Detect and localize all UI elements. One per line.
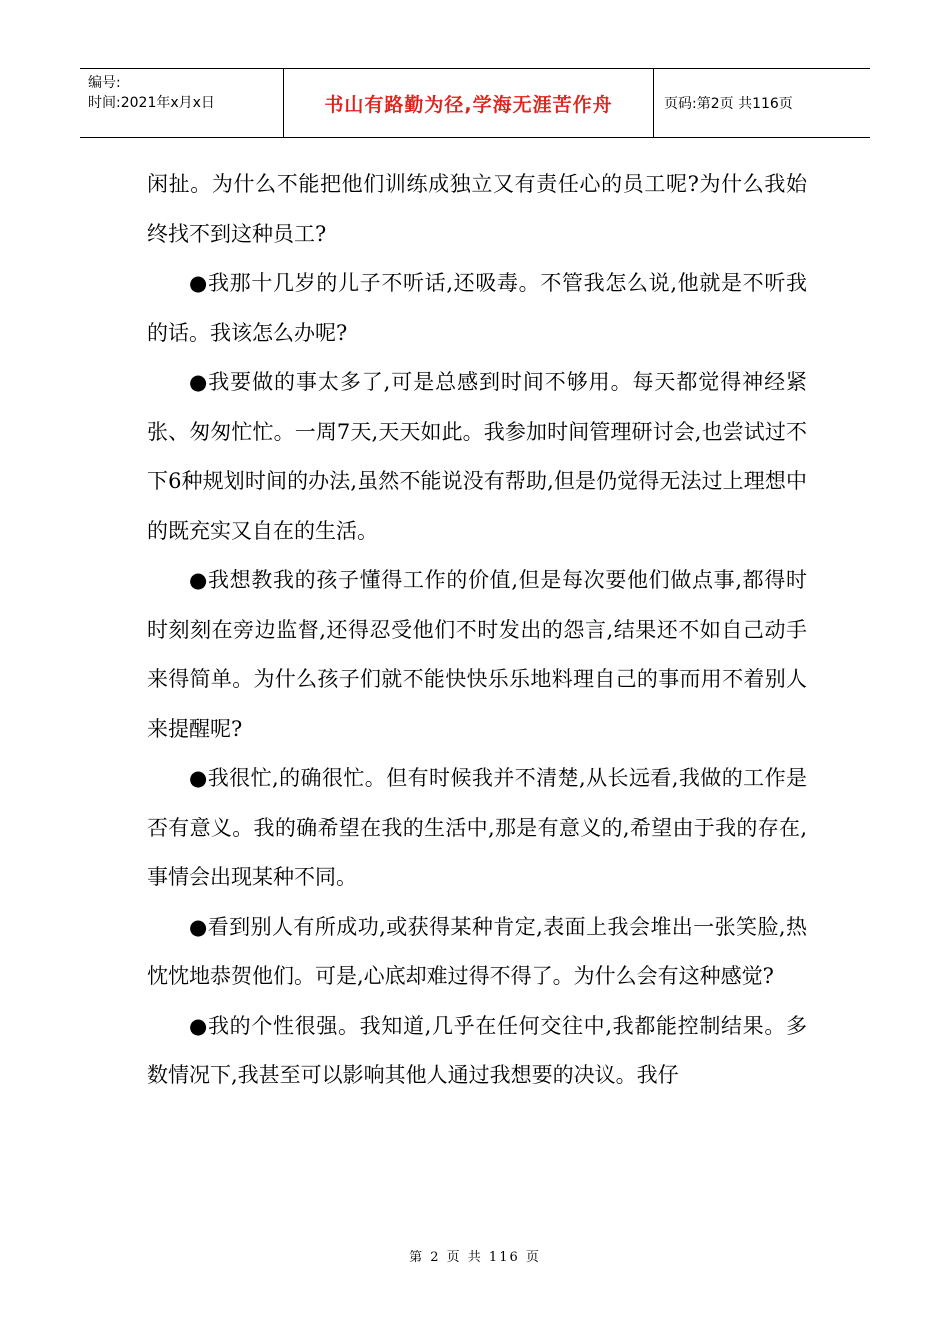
document-body	[147, 160, 807, 1101]
number-label: 编号:	[88, 75, 121, 91]
page-header	[80, 68, 870, 138]
motto: 书山有路勤为径,学海无涯苦作舟	[324, 93, 613, 116]
page-info: 页码:第2页 共116页	[664, 96, 793, 112]
paragraph: ●我的个性很强。我知道,几乎在任何交往中,我都能控制结果。多数情况下,我甚至可以影响其他人通过我想要的决议。我仔	[147, 1013, 807, 1087]
paragraph: 闲扯。为什么不能把他们训练成独立又有责任心的员工呢?为什么我始终找不到这种员工?	[147, 172, 807, 246]
paragraph: ●我很忙,的确很忙。但有时候我并不清楚,从长远看,我做的工作是否有意义。我的确希望在我的生活中,那是有意义的,希望由于我的存在,事情会出现某种不同。	[147, 766, 807, 889]
header-page-cell	[654, 69, 870, 137]
paragraph: ●我要做的事太多了,可是总感到时间不够用。每天都觉得神经紧张、匆匆忙忙。一周7天,天天如此。我参加时间管理研讨会,也尝试过不下6种规划时间的办法,虽然不能说没有帮助,但是仍觉得无法过上理想中的既充实又自在的生活。	[147, 370, 807, 543]
paragraph: ●我那十几岁的儿子不听话,还吸毒。不管我怎么说,他就是不听我的话。我该怎么办呢?	[147, 271, 807, 345]
date-line: 时间:2021年x月x日	[88, 95, 215, 111]
paragraph: ●看到别人有所成功,或获得某种肯定,表面上我会堆出一张笑脸,热忱忱地恭贺他们。可是,心底却难过得不得了。为什么会有这种感觉?	[147, 914, 807, 988]
header-motto-cell	[283, 69, 654, 137]
header-left-cell	[80, 69, 283, 137]
paragraph: ●我想教我的孩子懂得工作的价值,但是每次要他们做点事,都得时时刻刻在旁边监督,还得忍受他们不时发出的怨言,结果还不如自己动手来得简单。为什么孩子们就不能快快乐乐地料理自己的事而用不着别人来提醒呢?	[147, 568, 807, 741]
page-footer: 第 2 页 共 116 页	[409, 1250, 541, 1265]
